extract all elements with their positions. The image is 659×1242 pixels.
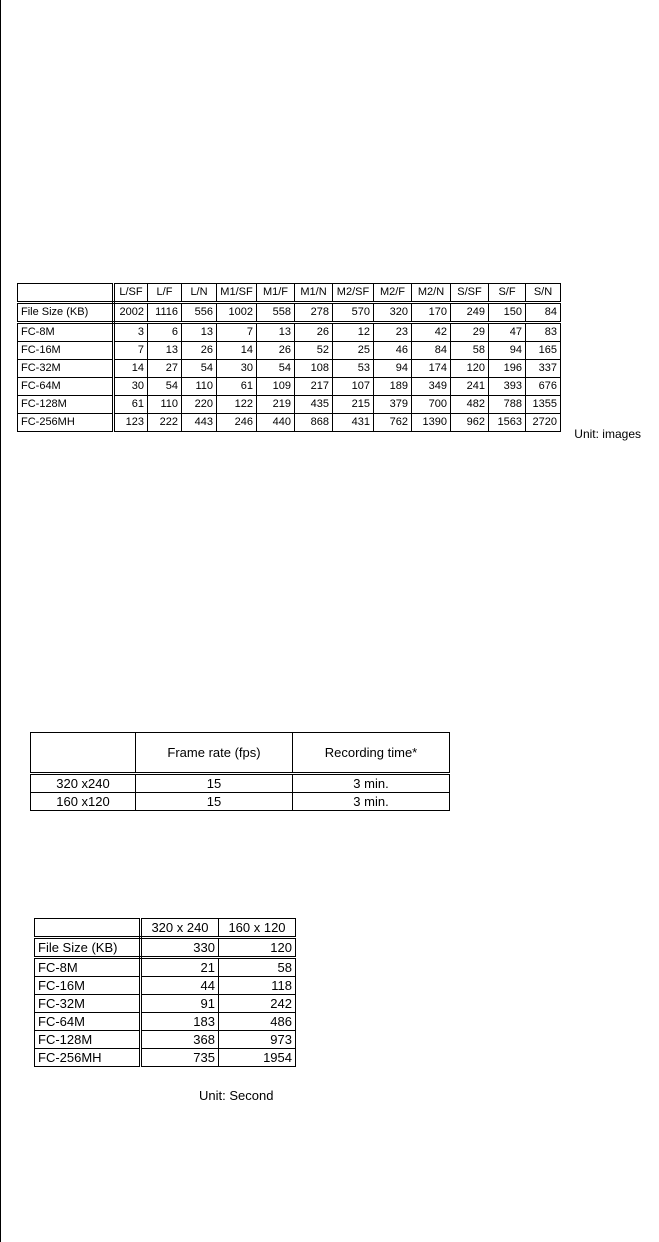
- table-row: [35, 1031, 296, 1049]
- table-cell: 52: [295, 342, 333, 360]
- recording-seconds-table: [34, 918, 296, 1067]
- table-cell: 2720: [526, 414, 561, 432]
- table-cell: 21: [141, 958, 219, 977]
- table-cell: 320: [374, 303, 412, 323]
- table-cell: 189: [374, 378, 412, 396]
- table-cell: 110: [182, 378, 217, 396]
- table-cell: 110: [148, 396, 182, 414]
- column-header: M1/SF: [217, 284, 257, 303]
- row-label: File Size (KB): [35, 938, 141, 958]
- table-cell: 1563: [489, 414, 526, 432]
- corner-cell: [18, 284, 114, 303]
- table-cell: 220: [182, 396, 217, 414]
- images-unit-note: Unit: images: [574, 427, 641, 441]
- table-cell: 431: [333, 414, 374, 432]
- table-row: [18, 360, 561, 378]
- table-cell: 482: [451, 396, 489, 414]
- table-cell: 123: [114, 414, 148, 432]
- table-cell: 54: [257, 360, 295, 378]
- table-cell: 222: [148, 414, 182, 432]
- table-cell: 1390: [412, 414, 451, 432]
- table-cell: 30: [217, 360, 257, 378]
- table-cell: 249: [451, 303, 489, 323]
- table-cell: 196: [489, 360, 526, 378]
- table-cell: 25: [333, 342, 374, 360]
- table-cell: 13: [257, 323, 295, 342]
- table-cell: 7: [217, 323, 257, 342]
- table-row: [18, 303, 561, 323]
- table-cell: 762: [374, 414, 412, 432]
- table-cell: 440: [257, 414, 295, 432]
- table-header-row: [35, 919, 296, 938]
- table-cell: 53: [333, 360, 374, 378]
- table-header-row: [31, 733, 450, 774]
- table-row: [18, 323, 561, 342]
- table-cell: 54: [182, 360, 217, 378]
- table-row: [35, 1049, 296, 1067]
- row-label: FC-128M: [35, 1031, 141, 1049]
- table-cell: 94: [489, 342, 526, 360]
- table-row: [18, 396, 561, 414]
- table-cell: 788: [489, 396, 526, 414]
- table-cell: 26: [182, 342, 217, 360]
- table-cell: 320 x240: [31, 774, 136, 793]
- table-cell: 15: [136, 793, 293, 811]
- table-cell: 700: [412, 396, 451, 414]
- table-cell: 120: [451, 360, 489, 378]
- table-cell: 42: [412, 323, 451, 342]
- table-cell: 109: [257, 378, 295, 396]
- table-cell: 94: [374, 360, 412, 378]
- table-cell: 3: [114, 323, 148, 342]
- table-cell: 26: [295, 323, 333, 342]
- table-cell: 14: [114, 360, 148, 378]
- table-cell: 368: [141, 1031, 219, 1049]
- movie-spec-table: [30, 732, 450, 811]
- column-header: S/SF: [451, 284, 489, 303]
- row-label: File Size (KB): [18, 303, 114, 323]
- table-row: [35, 938, 296, 958]
- table-cell: 1116: [148, 303, 182, 323]
- table-cell: 26: [257, 342, 295, 360]
- table-cell: 556: [182, 303, 217, 323]
- table-cell: 3 min.: [293, 793, 450, 811]
- row-label: FC-64M: [35, 1013, 141, 1031]
- table-header-row: [18, 284, 561, 303]
- page-left-border: [0, 0, 1, 1242]
- table-cell: 217: [295, 378, 333, 396]
- table-cell: 393: [489, 378, 526, 396]
- table-cell: 278: [295, 303, 333, 323]
- table-cell: 215: [333, 396, 374, 414]
- column-header: M2/SF: [333, 284, 374, 303]
- table-cell: 120: [219, 938, 296, 958]
- row-label: FC-16M: [35, 977, 141, 995]
- column-header: L/SF: [114, 284, 148, 303]
- corner-cell: [35, 919, 141, 938]
- column-header: [31, 733, 136, 774]
- column-header: M2/N: [412, 284, 451, 303]
- table-cell: 435: [295, 396, 333, 414]
- column-header: 160 x 120: [219, 919, 296, 938]
- table-cell: 443: [182, 414, 217, 432]
- table-cell: 219: [257, 396, 295, 414]
- table-cell: 7: [114, 342, 148, 360]
- column-header: S/N: [526, 284, 561, 303]
- table-row: [35, 977, 296, 995]
- table-cell: 486: [219, 1013, 296, 1031]
- column-header: L/F: [148, 284, 182, 303]
- row-label: FC-32M: [35, 995, 141, 1013]
- table-cell: 118: [219, 977, 296, 995]
- column-header: Frame rate (fps): [136, 733, 293, 774]
- table-cell: 107: [333, 378, 374, 396]
- table-row: [35, 958, 296, 977]
- row-label: FC-8M: [35, 958, 141, 977]
- table-cell: 44: [141, 977, 219, 995]
- table-cell: 379: [374, 396, 412, 414]
- table-cell: 58: [451, 342, 489, 360]
- table-cell: 30: [114, 378, 148, 396]
- table-cell: 1002: [217, 303, 257, 323]
- table-cell: 330: [141, 938, 219, 958]
- table-cell: 12: [333, 323, 374, 342]
- table-row: [18, 342, 561, 360]
- table-cell: 6: [148, 323, 182, 342]
- column-header: M1/F: [257, 284, 295, 303]
- column-header: Recording time*: [293, 733, 450, 774]
- table-cell: 108: [295, 360, 333, 378]
- table-cell: 83: [526, 323, 561, 342]
- table-cell: 242: [219, 995, 296, 1013]
- table-cell: 61: [217, 378, 257, 396]
- table-cell: 27: [148, 360, 182, 378]
- table-cell: 241: [451, 378, 489, 396]
- table-cell: 868: [295, 414, 333, 432]
- table-row: [31, 793, 450, 811]
- table-cell: 47: [489, 323, 526, 342]
- table-cell: 962: [451, 414, 489, 432]
- table-row: [18, 378, 561, 396]
- table-cell: 2002: [114, 303, 148, 323]
- table-row: [31, 774, 450, 793]
- table-cell: 15: [136, 774, 293, 793]
- table-cell: 13: [182, 323, 217, 342]
- column-header: L/N: [182, 284, 217, 303]
- row-label: FC-256MH: [35, 1049, 141, 1067]
- table-cell: 676: [526, 378, 561, 396]
- table-cell: 349: [412, 378, 451, 396]
- table-cell: 160 x120: [31, 793, 136, 811]
- table-cell: 150: [489, 303, 526, 323]
- table-cell: 84: [526, 303, 561, 323]
- table-cell: 91: [141, 995, 219, 1013]
- row-label: FC-16M: [18, 342, 114, 360]
- table-cell: 14: [217, 342, 257, 360]
- table-cell: 23: [374, 323, 412, 342]
- column-header: M2/F: [374, 284, 412, 303]
- table-cell: 61: [114, 396, 148, 414]
- table-cell: 183: [141, 1013, 219, 1031]
- row-label: FC-256MH: [18, 414, 114, 432]
- table-cell: 170: [412, 303, 451, 323]
- table-cell: 1355: [526, 396, 561, 414]
- table-cell: 174: [412, 360, 451, 378]
- table-cell: 337: [526, 360, 561, 378]
- row-label: FC-8M: [18, 323, 114, 342]
- table-cell: 54: [148, 378, 182, 396]
- table-row: [35, 995, 296, 1013]
- table-cell: 46: [374, 342, 412, 360]
- table-cell: 29: [451, 323, 489, 342]
- table-cell: 973: [219, 1031, 296, 1049]
- row-label: FC-64M: [18, 378, 114, 396]
- row-label: FC-128M: [18, 396, 114, 414]
- table-cell: 1954: [219, 1049, 296, 1067]
- table-cell: 84: [412, 342, 451, 360]
- table-cell: 558: [257, 303, 295, 323]
- table-cell: 570: [333, 303, 374, 323]
- table-cell: 246: [217, 414, 257, 432]
- seconds-unit-note: Unit: Second: [199, 1088, 274, 1103]
- table-row: [35, 1013, 296, 1031]
- images-capacity-table: [17, 283, 561, 432]
- table-cell: 3 min.: [293, 774, 450, 793]
- column-header: M1/N: [295, 284, 333, 303]
- table-cell: 735: [141, 1049, 219, 1067]
- column-header: 320 x 240: [141, 919, 219, 938]
- table-cell: 58: [219, 958, 296, 977]
- table-cell: 13: [148, 342, 182, 360]
- column-header: S/F: [489, 284, 526, 303]
- table-row: [18, 414, 561, 432]
- table-cell: 122: [217, 396, 257, 414]
- table-cell: 165: [526, 342, 561, 360]
- row-label: FC-32M: [18, 360, 114, 378]
